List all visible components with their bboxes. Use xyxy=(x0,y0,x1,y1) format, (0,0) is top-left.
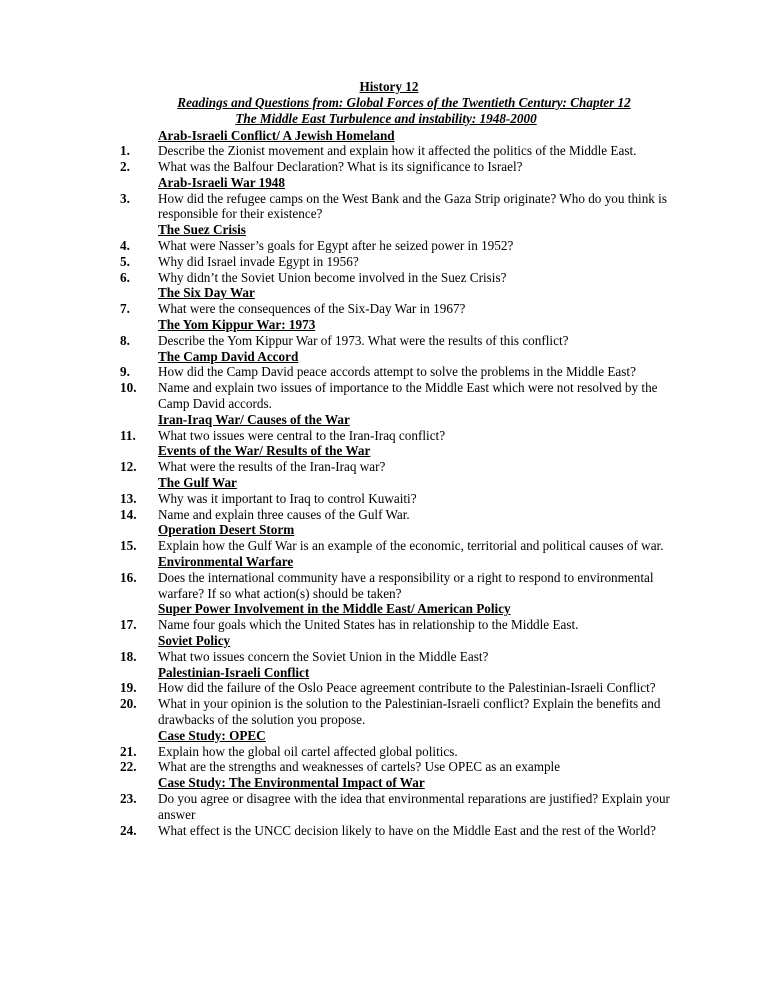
question-text: Name and explain two issues of importance to the Middle East which were not resolved by the Camp David accords. xyxy=(158,380,658,412)
question-number: 10. xyxy=(120,380,137,396)
question-item xyxy=(120,254,680,270)
question-text: What two issues were central to the Iran-Iraq conflict? xyxy=(158,427,446,443)
question-item xyxy=(120,759,680,775)
question-item xyxy=(120,744,680,760)
chapter-title: The Middle East Turbulence and instability: 1948-2000 xyxy=(235,110,537,126)
question-item xyxy=(120,680,680,696)
question-text: What was the Balfour Declaration? What is its significance to Israel? xyxy=(158,159,523,175)
section-heading: Palestinian-Israeli Conflict xyxy=(158,664,310,680)
question-number: 3. xyxy=(120,190,130,206)
question-number: 8. xyxy=(120,332,130,348)
section-heading: Super Power Involvement in the Middle East/ American Policy xyxy=(158,601,511,617)
question-text: Do you agree or disagree with the idea that environmental reparations are justified? Explain your answer xyxy=(158,790,670,822)
question-text: What were the results of the Iran-Iraq war? xyxy=(158,459,386,475)
question-number: 7. xyxy=(120,301,130,317)
section-heading: The Gulf War xyxy=(158,475,237,491)
question-item xyxy=(120,538,680,554)
question-item xyxy=(120,491,680,507)
question-item xyxy=(120,364,680,380)
section-heading: Arab-Israeli Conflict/ A Jewish Homeland xyxy=(158,127,395,143)
question-number: 13. xyxy=(120,490,137,506)
question-text: Explain how the Gulf War is an example of the economic, territorial and political causes of war. xyxy=(158,538,664,554)
question-text: Does the international community have a responsibility or a right to respond to environmental warfare? If so what action(s) should be taken? xyxy=(158,569,654,601)
question-text: How did the refugee camps on the West Bank and the Gaza Strip originate? Who do you think is responsible for their existence? xyxy=(158,190,667,222)
question-text: How did the failure of the Oslo Peace agreement contribute to the Palestinian-Israeli Conflict? xyxy=(158,680,656,696)
question-item xyxy=(120,380,680,412)
section-heading: Iran-Iraq War/ Causes of the War xyxy=(158,411,350,427)
question-item xyxy=(120,696,680,728)
question-text: Describe the Zionist movement and explain how it affected the politics of the Middle East. xyxy=(158,143,637,159)
question-number: 24. xyxy=(120,822,137,838)
question-item xyxy=(120,191,680,223)
question-item xyxy=(120,301,680,317)
question-item xyxy=(120,459,680,475)
question-item xyxy=(120,823,680,839)
question-number: 5. xyxy=(120,253,130,269)
question-number: 2. xyxy=(120,159,130,175)
question-number: 14. xyxy=(120,506,137,522)
question-item xyxy=(120,570,680,602)
question-text: What effect is the UNCC decision likely to have on the Middle East and the rest of the World? xyxy=(158,822,656,838)
question-text: What were Nasser’s goals for Egypt after he seized power in 1952? xyxy=(158,238,514,254)
section-heading: Case Study: OPEC xyxy=(158,727,266,743)
question-text: Name and explain three causes of the Gulf War. xyxy=(158,506,410,522)
question-item xyxy=(120,143,680,159)
question-text: Name four goals which the United States has in relationship to the Middle East. xyxy=(158,617,579,633)
question-number: 12. xyxy=(120,459,137,475)
question-number: 22. xyxy=(120,759,137,775)
question-item xyxy=(120,617,680,633)
document-header xyxy=(0,79,768,126)
section-heading: Case Study: The Environmental Impact of War xyxy=(158,775,425,791)
question-item xyxy=(120,238,680,254)
question-list xyxy=(120,128,680,839)
section-heading: Environmental Warfare xyxy=(158,554,294,570)
question-item xyxy=(120,507,680,523)
question-text: Why did Israel invade Egypt in 1956? xyxy=(158,253,359,269)
question-number: 20. xyxy=(120,696,137,712)
section-heading: Soviet Policy xyxy=(158,633,231,648)
question-text: Describe the Yom Kippur War of 1973. What were the results of this conflict? xyxy=(158,332,569,348)
question-number: 1. xyxy=(120,143,130,159)
section-heading: Operation Desert Storm xyxy=(158,522,295,538)
question-item xyxy=(120,333,680,349)
question-number: 11. xyxy=(120,427,136,443)
section-heading: Arab-Israeli War 1948 xyxy=(158,174,285,190)
question-item xyxy=(120,428,680,444)
question-number: 15. xyxy=(120,538,137,554)
question-text: What were the consequences of the Six-Day War in 1967? xyxy=(158,301,466,317)
question-text: What are the strengths and weaknesses of cartels? Use OPEC as an example xyxy=(158,759,561,775)
question-number: 23. xyxy=(120,790,137,806)
section-heading: The Suez Crisis xyxy=(158,222,246,238)
question-item xyxy=(120,791,680,823)
question-number: 19. xyxy=(120,680,137,696)
section-heading: The Six Day War xyxy=(158,285,255,301)
question-text: Why didn’t the Soviet Union become involved in the Suez Crisis? xyxy=(158,269,507,285)
question-number: 4. xyxy=(120,238,130,254)
question-text: What two issues concern the Soviet Union in the Middle East? xyxy=(158,648,489,664)
question-number: 18. xyxy=(120,648,137,664)
question-text: Explain how the global oil cartel affected global politics. xyxy=(158,743,458,759)
section-heading: Events of the War/ Results of the War xyxy=(158,443,371,459)
question-text: What in your opinion is the solution to the Palestinian-Israeli conflict? Explain the benefits and drawbacks of the solution you propose. xyxy=(158,696,661,727)
question-item xyxy=(120,270,680,286)
question-number: 17. xyxy=(120,617,137,633)
section-heading: The Yom Kippur War: 1973 xyxy=(158,317,316,333)
course-title: History 12 xyxy=(359,79,419,94)
question-item xyxy=(120,159,680,175)
question-text: Why was it important to Iraq to control Kuwaiti? xyxy=(158,490,417,506)
question-number: 6. xyxy=(120,269,130,285)
section-heading: The Camp David Accord xyxy=(158,348,299,364)
question-text: How did the Camp David peace accords attempt to solve the problems in the Middle East? xyxy=(158,364,636,380)
reading-subtitle: Readings and Questions from: Global Forces of the Twentieth Century: Chapter 12 xyxy=(177,94,631,110)
question-number: 16. xyxy=(120,569,137,585)
question-number: 21. xyxy=(120,743,137,759)
question-item xyxy=(120,649,680,665)
question-number: 9. xyxy=(120,364,130,380)
